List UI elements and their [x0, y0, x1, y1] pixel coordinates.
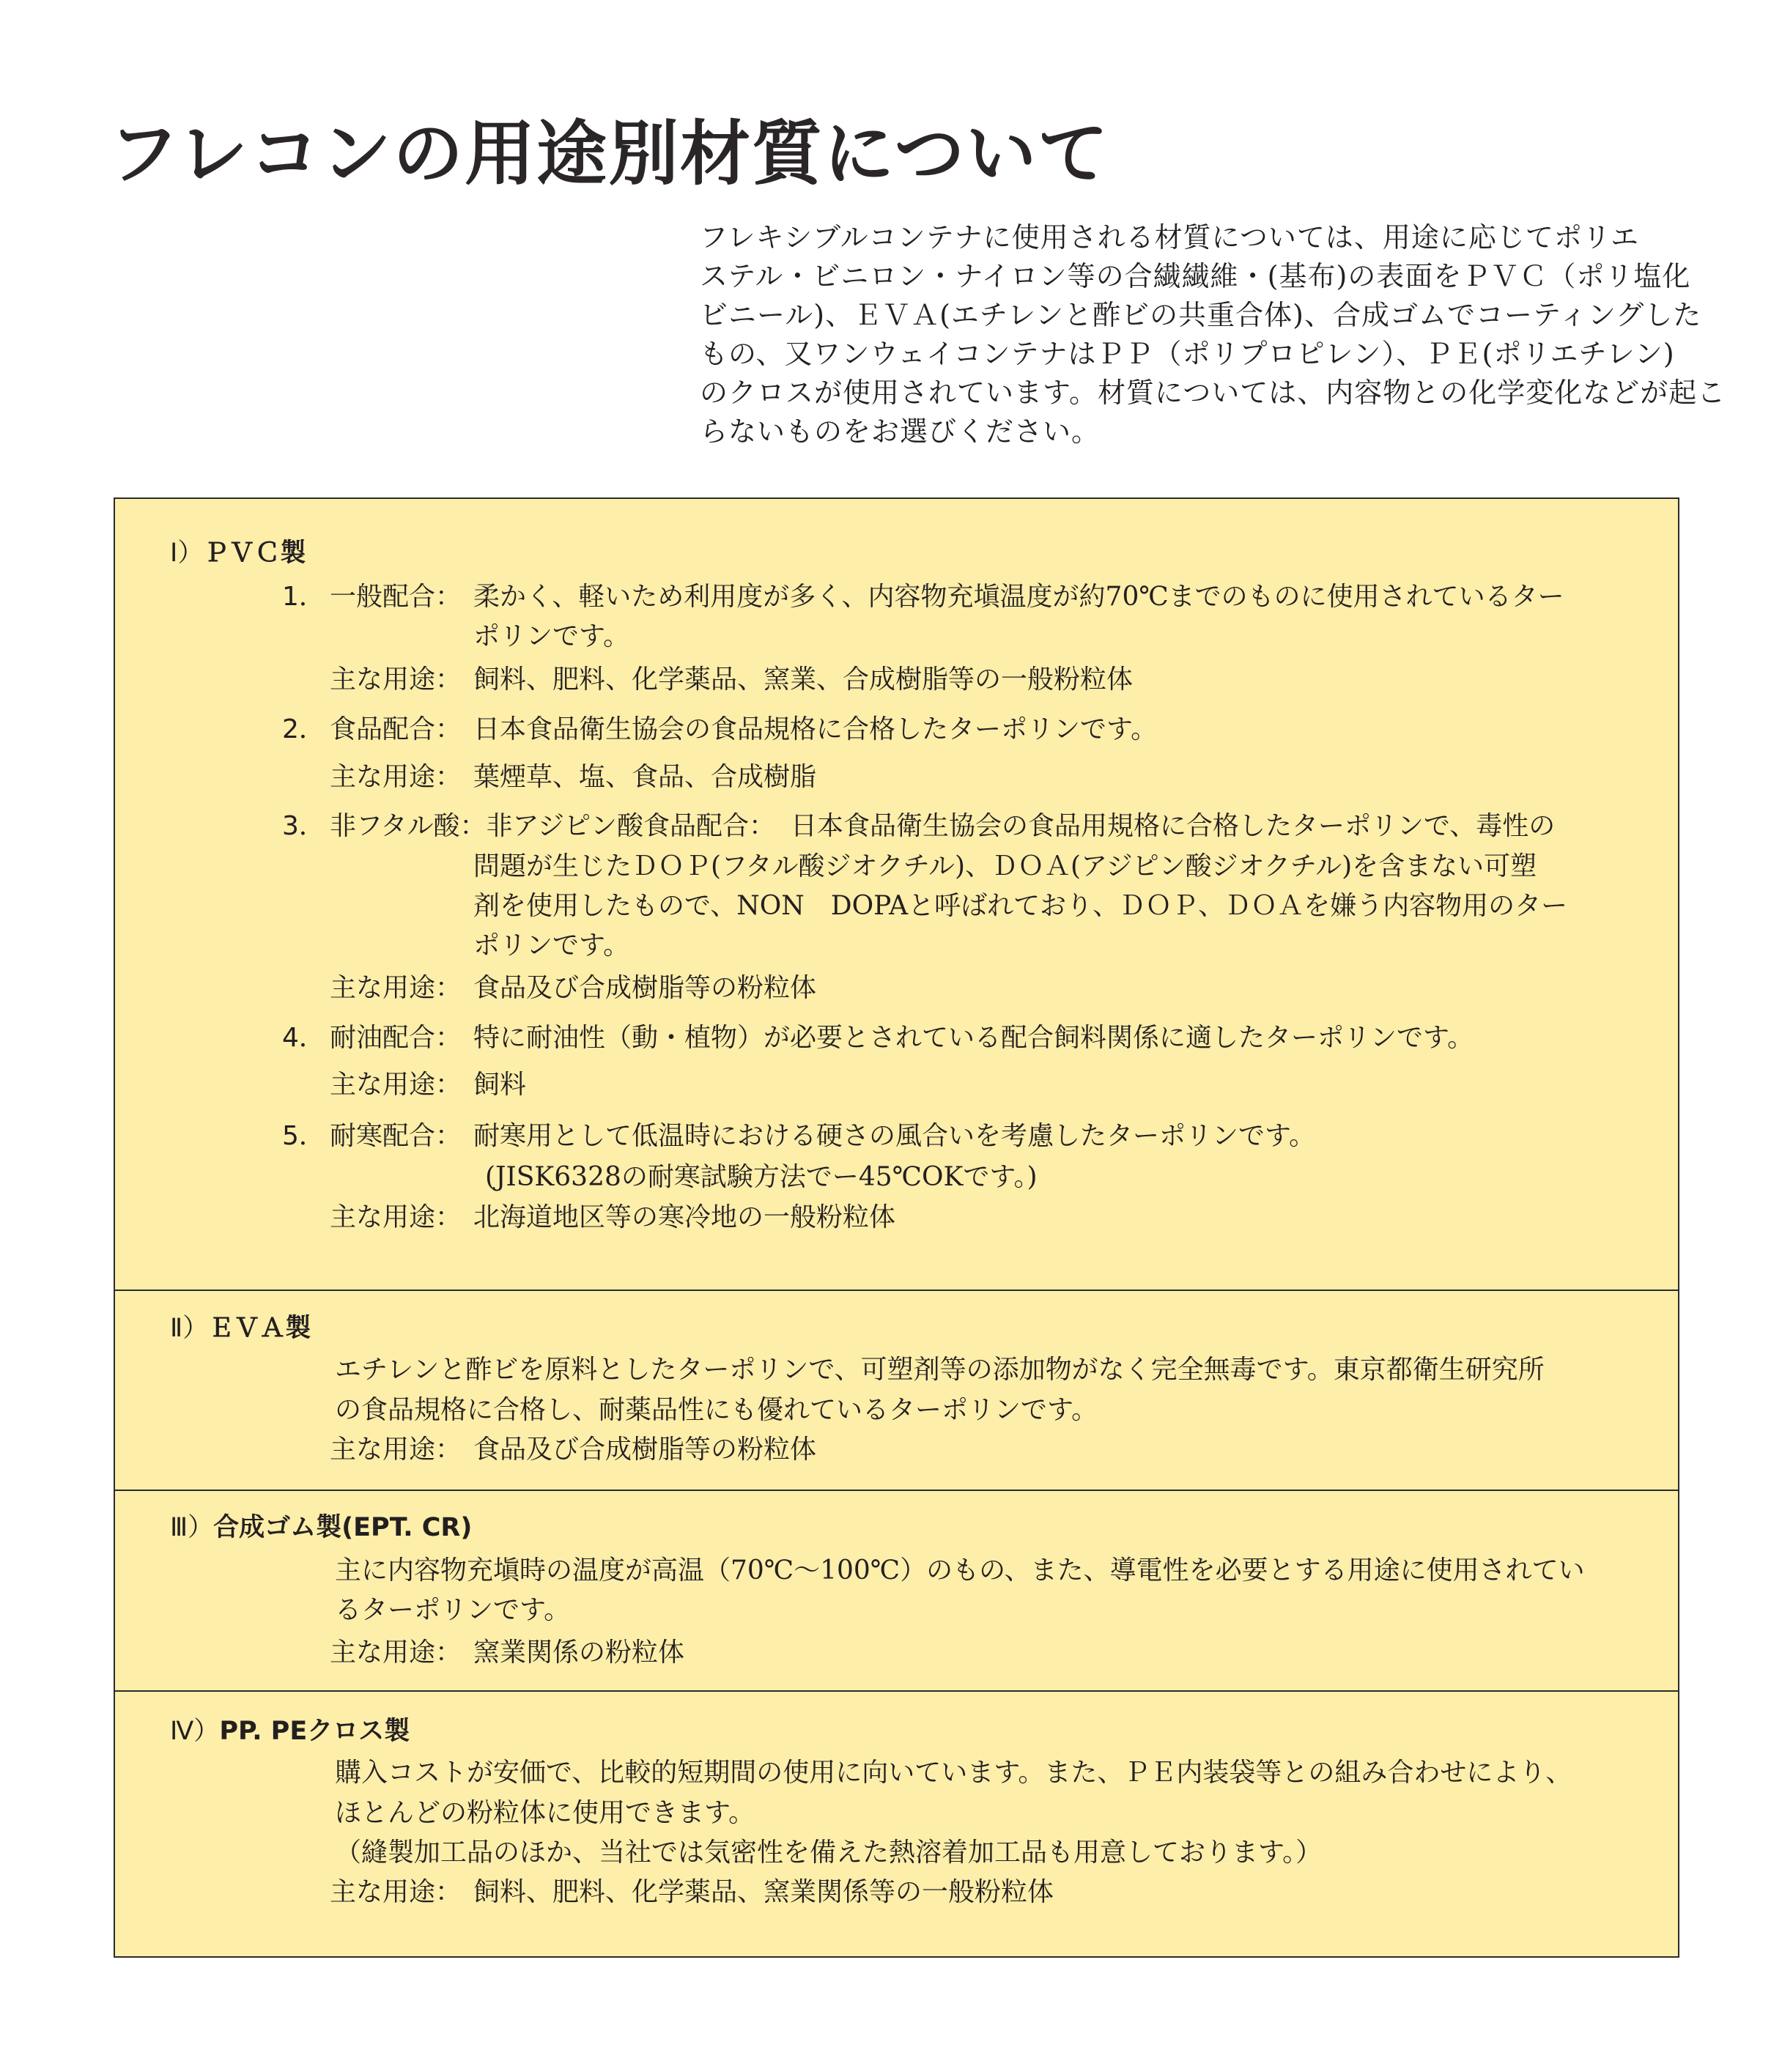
use-text: 飼料、肥料、化学薬品、窯業関係等の一般粉粒体 — [473, 1877, 1054, 1907]
item-number: 1． — [282, 582, 325, 612]
use-label: 主な用途： — [330, 1070, 462, 1100]
item-text: 問題が生じたＤＯＰ(フタル酸ジオクチル)、ＤＯＡ(アジピン酸ジオクチル)を含まない可塑 — [473, 851, 1537, 881]
material-table — [114, 497, 1679, 1958]
section-heading — [170, 534, 306, 572]
item-number: 2． — [282, 714, 325, 744]
section-name: PP. PEクロス製 — [219, 1717, 410, 1746]
section-numeral: Ⅱ） — [170, 1314, 209, 1343]
use-text: 食品及び合成樹脂等の粉粒体 — [473, 1435, 817, 1465]
intro-line: ビニール)、ＥＶＡ(エチレンと酢ビの共重合体)、合成ゴムでコーティングした — [700, 299, 1702, 331]
item-number: 5． — [282, 1121, 325, 1151]
item-text: ポリンです。 — [473, 621, 630, 651]
intro-line: のクロスが使用されています。材質については、内容物との化学変化などが起こ — [700, 377, 1726, 409]
section-heading — [170, 1712, 410, 1750]
use-text: 葉煙草、塩、食品、合成樹脂 — [473, 762, 817, 792]
section-text: （縫製加工品のほか、当社では気密性を備えた熱溶着加工品も用意しております。） — [335, 1838, 1323, 1868]
section-text: 購入コストが安価で、比較的短期間の使用に向いています。また、ＰＥ内装袋等との組み合わせにより、 — [335, 1758, 1572, 1788]
item-label: 耐油配合： — [330, 1023, 462, 1053]
item-text: 剤を使用したもので、NON DOPAと呼ばれており、ＤＯＰ、ＤＯＡを嫌う内容物用のター — [473, 891, 1568, 921]
section-divider — [115, 1690, 1678, 1692]
use-label: 主な用途： — [330, 1202, 462, 1232]
item-text: 柔かく、軽いため利用度が多く、内容物充塡温度が約70℃までのものに使用されているター — [473, 582, 1564, 612]
item-label: 耐寒配合： — [330, 1121, 462, 1151]
item-label: 食品配合： — [330, 714, 462, 744]
use-label: 主な用途： — [330, 1877, 462, 1907]
use-text: 北海道地区等の寒冷地の一般粉粒体 — [473, 1202, 896, 1232]
use-text: 飼料 — [473, 1070, 527, 1100]
section-text: エチレンと酢ビを原料としたターポリンで、可塑剤等の添加物がなく完全無毒です。東京都衛生研究所 — [335, 1355, 1545, 1385]
intro-line: ステル・ビニロン・ナイロン等の合繊繊維・(基布)の表面をＰＶＣ（ポリ塩化 — [700, 260, 1691, 292]
section-numeral: Ⅰ） — [170, 539, 204, 568]
section-text: るターポリンです。 — [335, 1595, 571, 1625]
item-text: 日本食品衛生協会の食品規格に合格したターポリンです。 — [473, 714, 1158, 744]
item-text: 特に耐油性（動・植物）が必要とされている配合飼料関係に適したターポリンです。 — [473, 1023, 1474, 1053]
section-text: 主に内容物充塡時の温度が高温（70℃～100℃）のもの、また、導電性を必要とする用途に使用されてい — [335, 1555, 1585, 1586]
use-text: 窯業関係の粉粒体 — [473, 1638, 685, 1668]
use-text: 食品及び合成樹脂等の粉粒体 — [473, 973, 817, 1003]
use-label: 主な用途： — [330, 762, 462, 792]
use-text: 飼料、肥料、化学薬品、窯業、合成樹脂等の一般粉粒体 — [473, 665, 1134, 695]
intro-line: もの、又ワンウェイコンテナはＰＰ（ポリプロピレン）、ＰＥ(ポリエチレン) — [700, 338, 1675, 370]
use-label: 主な用途： — [330, 665, 462, 695]
section-name: ＥＶＡ製 — [208, 1314, 311, 1343]
item-label: 一般配合： — [330, 582, 462, 612]
section-text: ほとんどの粉粒体に使用できます。 — [335, 1798, 755, 1828]
use-label: 主な用途： — [330, 1638, 462, 1668]
section-numeral: Ⅲ） — [170, 1513, 214, 1542]
intro-paragraph — [700, 218, 1726, 451]
page-title: フレコンの用途別材質について — [108, 113, 1110, 195]
item-text: ポリンです。 — [473, 930, 630, 961]
section-divider — [115, 1490, 1678, 1491]
item-text: 耐寒用として低温時における硬さの風合いを考慮したターポリンです。 — [473, 1121, 1316, 1151]
intro-line: フレキシブルコンテナに使用される材質については、用途に応じてポリエ — [700, 221, 1640, 254]
intro-line: らないものをお選びください。 — [700, 415, 1101, 448]
section-text: の食品規格に合格し、耐薬品性にも優れているターポリンです。 — [335, 1395, 1098, 1425]
section-name: 合成ゴム製(EPT. CR) — [213, 1513, 473, 1542]
item-label: 非フタル酸：非アジピン酸食品配合： — [330, 811, 776, 841]
item-text: 日本食品衛生協会の食品用規格に合格したターポリンで、毒性の — [791, 811, 1556, 841]
use-label: 主な用途： — [330, 973, 462, 1003]
section-heading — [170, 1309, 311, 1347]
section-heading — [170, 1509, 472, 1547]
use-label: 主な用途： — [330, 1435, 462, 1465]
section-divider — [115, 1290, 1678, 1291]
item-text: (JISK6328の耐寒試験方法でー45℃OKです。) — [485, 1162, 1038, 1192]
item-number: 4． — [282, 1023, 325, 1053]
section-name: ＰＶＣ製 — [203, 539, 306, 568]
section-numeral: Ⅳ） — [170, 1717, 220, 1746]
item-number: 3． — [282, 811, 325, 841]
